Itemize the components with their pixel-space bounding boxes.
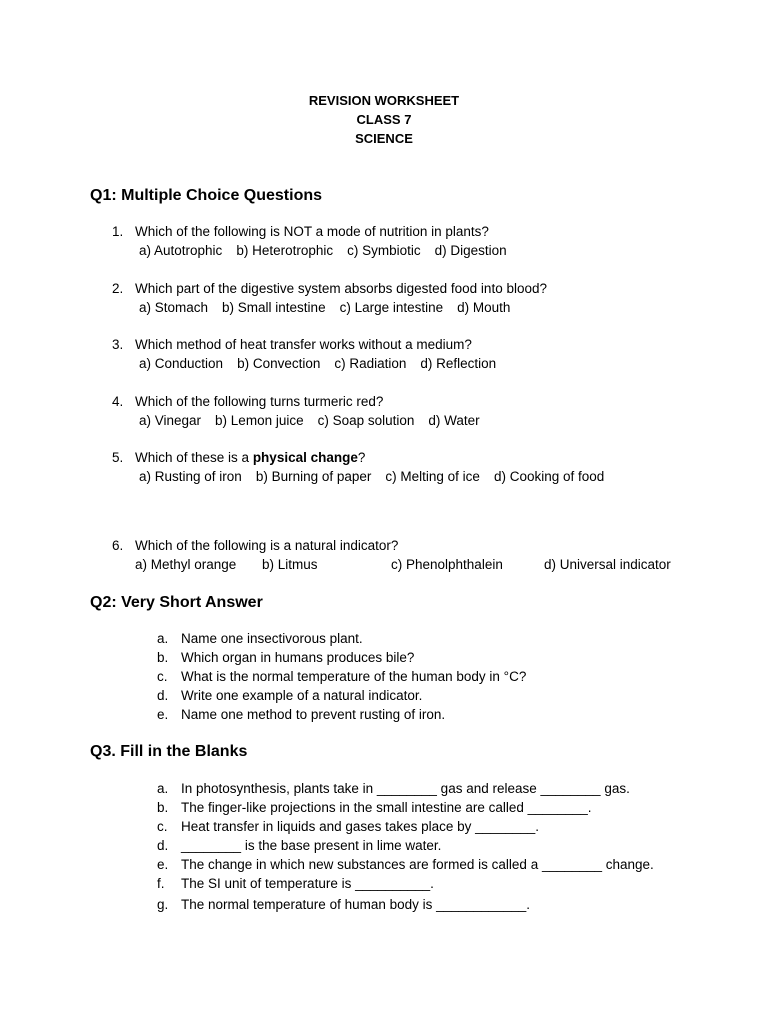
option-d: d) Digestion (434, 243, 507, 258)
item-letter: a. (157, 781, 169, 796)
option-d: d) Water (428, 413, 480, 428)
item-letter: d. (157, 688, 169, 703)
option-b: b) Litmus (262, 557, 318, 572)
question-text (135, 449, 365, 466)
option-d: d) Cooking of food (493, 469, 605, 484)
question-options (139, 412, 480, 429)
question-options (139, 355, 496, 372)
item-letter: f. (157, 876, 165, 891)
item-letter: e. (157, 857, 169, 872)
option-d: d) Reflection (420, 356, 497, 371)
list-item: What is the normal temperature of the human body in °C? (181, 669, 527, 684)
option-b: b) Burning of paper (255, 469, 372, 484)
question-text: Which part of the digestive system absorbs digested food into blood? (135, 281, 547, 296)
item-letter: g. (157, 897, 169, 912)
list-item: The change in which new substances are formed is called a ________ change. (181, 857, 654, 872)
option-a: a) Vinegar (139, 413, 202, 428)
list-item: Name one method to prevent rusting of iron. (181, 707, 446, 722)
question-options (139, 468, 604, 485)
list-item: The finger-like projections in the small intestine are called ________. (181, 800, 592, 815)
question-text: Which method of heat transfer works without a medium? (135, 337, 472, 352)
question-number: 2. (112, 281, 124, 296)
option-b: b) Small intestine (222, 300, 326, 315)
question-number: 6. (112, 538, 124, 553)
option-a: a) Stomach (139, 300, 209, 315)
item-letter: b. (157, 800, 169, 815)
option-c: c) Large intestine (339, 300, 444, 315)
option-b: b) Convection (237, 356, 321, 371)
list-item: ________ is the base present in lime water. (181, 838, 442, 853)
option-d: d) Universal indicator (544, 557, 671, 572)
item-letter: d. (157, 838, 169, 853)
option-c: c) Soap solution (317, 413, 415, 428)
option-a: a) Autotrophic (139, 243, 223, 258)
option-b: b) Heterotrophic (236, 243, 334, 258)
question-text: Which of the following is a natural indicator? (135, 538, 399, 553)
subject-label: SCIENCE (355, 131, 413, 146)
question-text-end: ? (357, 450, 366, 465)
question-number: 4. (112, 394, 124, 409)
question-options (139, 299, 510, 316)
item-letter: b. (157, 650, 169, 665)
q3-title: Q3. Fill in the Blanks (90, 743, 248, 760)
question-text-emphasis: physical change (252, 450, 358, 465)
question-number: 3. (112, 337, 124, 352)
list-item: In photosynthesis, plants take in ________ gas and release ________ gas. (181, 781, 630, 796)
question-options (139, 242, 507, 259)
question-text: Which of the following turns turmeric red? (135, 394, 384, 409)
question-text-start: Which of these is a (135, 450, 253, 465)
list-item: Write one example of a natural indicator. (181, 688, 423, 703)
option-c: c) Phenolphthalein (391, 557, 503, 572)
option-a: a) Rusting of iron (139, 469, 242, 484)
option-a: a) Conduction (139, 356, 224, 371)
option-a: a) Methyl orange (135, 557, 237, 572)
list-item: The normal temperature of human body is ____________. (181, 897, 530, 912)
list-item: Which organ in humans produces bile? (181, 650, 415, 665)
class-label: CLASS 7 (356, 112, 412, 127)
question-number: 5. (112, 450, 124, 465)
list-item: Name one insectivorous plant. (181, 631, 363, 646)
option-b: b) Lemon juice (215, 413, 304, 428)
question-text: Which of the following is NOT a mode of nutrition in plants? (135, 224, 489, 239)
item-letter: e. (157, 707, 169, 722)
option-c: c) Radiation (334, 356, 407, 371)
q2-title: Q2: Very Short Answer (90, 594, 263, 611)
item-letter: c. (157, 669, 168, 684)
item-letter: c. (157, 819, 168, 834)
list-item: The SI unit of temperature is __________. (181, 876, 434, 891)
list-item: Heat transfer in liquids and gases takes place by ________. (181, 819, 539, 834)
q1-title: Q1: Multiple Choice Questions (90, 187, 323, 204)
item-letter: a. (157, 631, 169, 646)
option-c: c) Symbiotic (347, 243, 421, 258)
option-c: c) Melting of ice (385, 469, 480, 484)
option-d: d) Mouth (457, 300, 511, 315)
question-number: 1. (112, 224, 124, 239)
worksheet-title: REVISION WORKSHEET (308, 93, 460, 108)
